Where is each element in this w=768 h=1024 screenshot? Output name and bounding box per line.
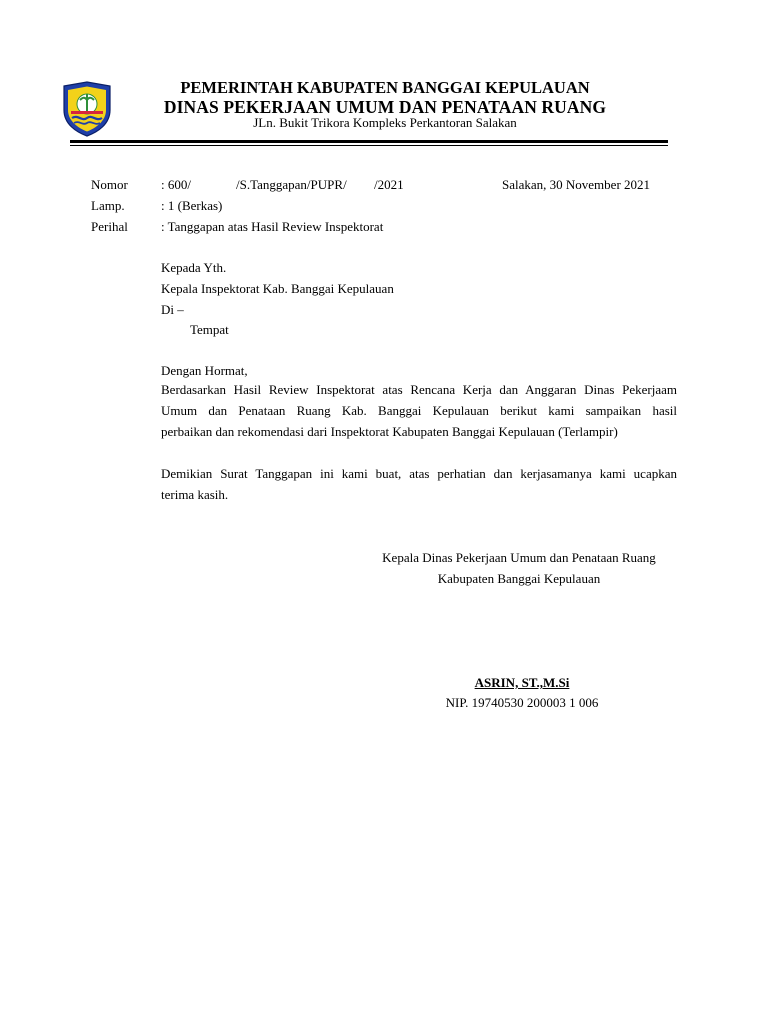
signatory-name: ASRIN, ST.,M.Si xyxy=(474,675,570,690)
recipient-name: Kepala Inspektorat Kab. Banggai Kepulauan xyxy=(161,281,394,296)
letterhead-government-name: PEMERINTAH KABUPATEN BANGGAI KEPULAUAN xyxy=(180,78,590,97)
body-paragraph-2 xyxy=(161,463,677,505)
salutation: Dengan Hormat, xyxy=(161,363,248,378)
paragraph-line: Demikian Surat Tanggapan ini kami buat, atas perhatian dan kerjasamanya kami ucapkan xyxy=(161,466,677,481)
paragraph-line: Umum dan Penataan Ruang Kab. Banggai Kepulauan berikut kami sampaikan hasil xyxy=(161,403,677,418)
paragraph-line: perbaikan dan rekomendasi dari Inspektorat Kabupaten Banggai Kepulauan (Terlampir) xyxy=(161,424,618,439)
signature-position-line2: Kabupaten Banggai Kepulauan xyxy=(437,571,601,586)
letterhead-department-name: DINAS PEKERJAAN UMUM DAN PENATAAN RUANG xyxy=(163,97,607,117)
place-date: Salakan, 30 November 2021 xyxy=(502,177,651,192)
lamp-label: Lamp. xyxy=(91,198,125,213)
recipient-di: Di – xyxy=(161,302,184,317)
paragraph-line: terima kasih. xyxy=(161,487,229,502)
letterhead-rule-thick xyxy=(70,140,668,143)
signatory-nip: NIP. 19740530 200003 1 006 xyxy=(445,695,599,710)
letterhead-address: JLn. Bukit Trikora Kompleks Perkantoran Salakan xyxy=(253,115,517,130)
recipient-tempat: Tempat xyxy=(190,322,229,337)
signature-position-line1: Kepala Dinas Pekerjaan Umum dan Penataan Ruang xyxy=(382,550,656,565)
recipient-greeting: Kepada Yth. xyxy=(161,260,227,275)
nomor-part3: /2021 xyxy=(374,177,404,192)
nomor-part1: : 600/ xyxy=(161,177,191,192)
nomor-part2: /S.Tanggapan/PUPR/ xyxy=(236,177,347,192)
lamp-value: : 1 (Berkas) xyxy=(161,198,223,213)
body-paragraph-1 xyxy=(161,379,677,442)
regency-emblem-icon xyxy=(58,80,116,138)
letterhead-rule-thin xyxy=(70,145,668,146)
perihal-value: : Tanggapan atas Hasil Review Inspektorat xyxy=(161,219,384,234)
paragraph-line: Berdasarkan Hasil Review Inspektorat atas Rencana Kerja dan Anggaran Dinas Pekerjaam xyxy=(161,382,677,397)
nomor-label: Nomor xyxy=(91,177,128,192)
perihal-label: Perihal xyxy=(91,219,128,234)
